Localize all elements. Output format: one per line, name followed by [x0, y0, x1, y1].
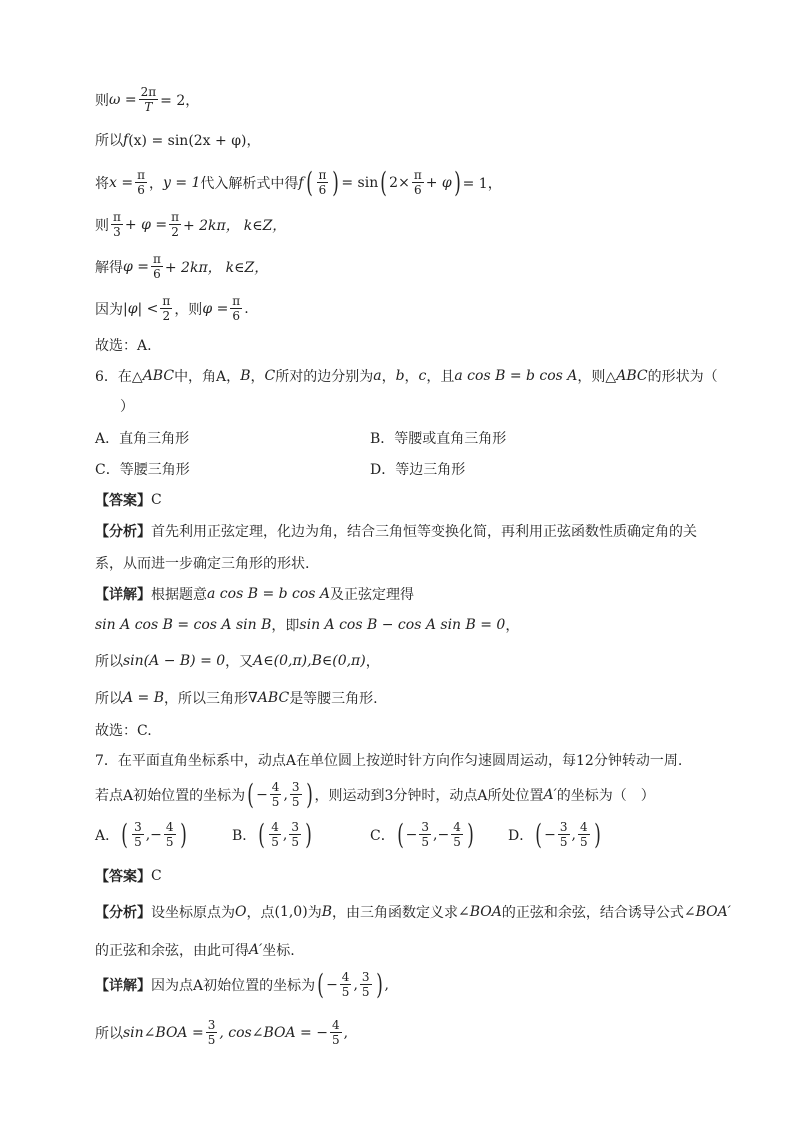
math: φ =	[202, 300, 229, 317]
fraction: $\frac{\pi}{6}$	[232, 294, 241, 323]
text: 解得	[95, 259, 123, 276]
text: 将	[95, 175, 109, 192]
math: = 2，	[160, 92, 200, 109]
text: 则	[95, 217, 109, 234]
question-6-answer: 【答案】 C	[95, 492, 162, 509]
fraction: $\frac{\pi}{3}$	[113, 210, 121, 239]
question-7-stem-2: 若点A初始位置的坐标为 ( − $\frac{4}{5}$ , $\frac{3}{5}$ ) ，则运动到3分钟时，动点A所处位置 A′ 的坐标为（ ）	[95, 777, 655, 811]
math: = sin	[341, 174, 379, 191]
question-7-stem-1: 7．在平面直角坐标系中，动点A在单位圆上按逆时针方向作匀速圆周运动，每12分钟转动一周.	[95, 753, 683, 769]
question-6-detail-4: 所以 A = B ，所以三角形 ∇ABC 是等腰三角形.	[95, 690, 378, 707]
question-6-option-c: C．等腰三角形	[95, 462, 190, 478]
question-7-option-c: C． ( − $\frac{3}{5}$ ,− $\frac{4}{5}$ )	[370, 817, 474, 851]
text: 因为	[95, 301, 123, 318]
text: 所以	[95, 133, 123, 149]
question-7-answer: 【答案】 C	[95, 868, 162, 885]
math: x =	[109, 174, 134, 191]
math: = 1，	[462, 175, 502, 192]
solution-line-equation	[95, 210, 286, 239]
math: (x) = sin(2x + φ)，	[128, 133, 261, 149]
fraction: $\frac{\pi}{6}$	[318, 168, 327, 197]
fraction: $\frac{\pi}{2}$	[162, 294, 171, 323]
solution-line-solve	[95, 252, 268, 281]
solution-line-omega	[95, 85, 199, 114]
solution-line-substitute: 将 x = $\frac{\pi}{6}$ ， y = 1 代入解析式中得 f ( $\frac{\pi}{6}$ ) = sin ( 2× $\frac{\pi}{6}$ + φ ) = 1，	[95, 165, 502, 199]
math: f	[123, 132, 129, 148]
math: φ =	[123, 258, 149, 275]
text: .	[244, 300, 249, 317]
question-7-detail-1: 【详解】 因为点A初始位置的坐标为 ( − $\frac{4}{5}$ , $\frac{3}{5}$ ) ,	[95, 967, 389, 1001]
question-6-paren-close: ）	[120, 399, 134, 415]
question-6-detail-1: 【详解】 根据题意 a cos B = b cos A 及正弦定理得	[95, 586, 415, 603]
math: k∈Z，	[243, 217, 287, 234]
question-7-option-b: B． ( $\frac{4}{5}$ , $\frac{3}{5}$ )	[232, 817, 312, 851]
fraction: $\frac{\pi}{6}$	[413, 168, 422, 197]
question-6-option-d: D．等边三角形	[370, 462, 466, 478]
math: + 2kπ，	[164, 259, 222, 276]
fraction: $\frac{\pi}{6}$	[137, 168, 145, 197]
question-6-option-a: A．直角三角形	[95, 431, 190, 447]
math: + 2kπ，	[182, 217, 240, 234]
math: k∈Z，	[225, 259, 269, 276]
text: ，则	[174, 301, 203, 318]
question-7-option-d: D． ( − $\frac{3}{5}$ , $\frac{4}{5}$ )	[508, 817, 601, 851]
math: y = 1	[162, 174, 201, 191]
solution-line-because	[95, 294, 249, 323]
fraction: $\frac{2\pi}{T}$	[140, 85, 157, 114]
question-7-detail-2: 所以 sin∠BOA = $\frac{3}{5}$ , cos∠BOA = − $\frac{4}{5}$ ,	[95, 1018, 349, 1047]
question-7-option-a: A． ( $\frac{3}{5}$ ,− $\frac{4}{5}$ )	[95, 817, 187, 851]
question-6-detail-3: 所以 sin(A − B) = 0 ，又 A∈(0,π),B∈(0,π) ，	[95, 653, 380, 670]
question-6-detail-5: 故选：C.	[95, 723, 152, 739]
text: 代入解析式中得	[200, 175, 299, 192]
text: 则	[95, 92, 109, 109]
solution-line-f	[95, 130, 260, 150]
solution-answer	[95, 335, 152, 355]
fraction: $\frac{\pi}{6}$	[152, 252, 161, 281]
question-6-analysis: 【分析】 首先利用正弦定理，化边为角，结合三角恒等变换化简，再利用正弦函数性质确定角的关	[95, 524, 697, 540]
text: ，	[148, 175, 163, 192]
math: 2×	[389, 174, 410, 191]
math: |φ| <	[123, 300, 159, 317]
math: ω =	[109, 91, 137, 108]
question-6-detail-2: sin A cos B = cos A sin B ，即 sin A cos B − cos A sin B = 0 ，	[95, 617, 520, 634]
math: + φ =	[124, 216, 168, 233]
math: f	[298, 174, 304, 191]
question-6-stem: 6．在△ ABC 中，角A， B ， C 所对的边分别为 a ， b ， c ，且 a cos B = b cos A ，则△ ABC 的形状为（	[95, 368, 718, 385]
fraction: $\frac{\pi}{2}$	[171, 210, 179, 239]
question-6-analysis-cont: 系，从而进一步确定三角形的形状.	[95, 556, 310, 572]
question-7-analysis: 【分析】 设坐标原点为 O ，点 (1,0) 为 B ，由三角函数定义求 ∠BOA 的正弦和余弦，结合诱导公式 ∠BOA′	[95, 904, 731, 921]
math: + φ	[425, 174, 452, 191]
question-6-option-b: B．等腰或直角三角形	[370, 431, 507, 447]
text: 故选：A.	[95, 338, 152, 354]
question-7-analysis-cont: 的正弦和余弦，由此可得 A′ 坐标.	[95, 942, 295, 959]
